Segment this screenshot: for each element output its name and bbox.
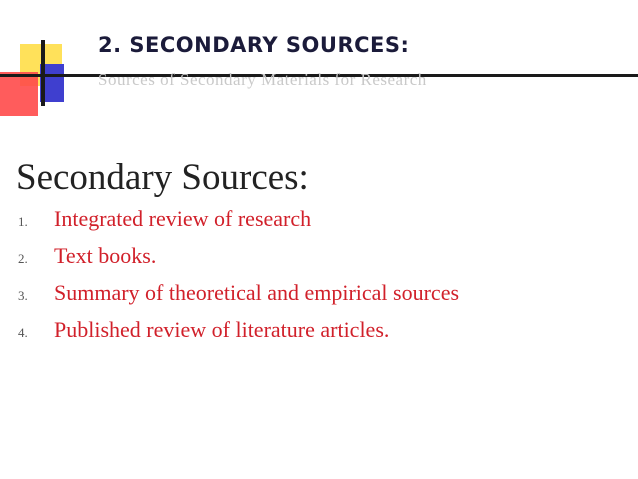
slide-title: 2. SECONDARY SOURCES: — [98, 33, 410, 57]
list-item — [18, 317, 459, 354]
list-number: 4. — [18, 325, 28, 340]
list-number: 3. — [18, 288, 28, 303]
list-item — [18, 280, 459, 317]
list-text: Published review of literature articles. — [54, 317, 390, 342]
list-text: Summary of theoretical and empirical sources — [54, 280, 460, 305]
list-number: 2. — [18, 251, 28, 266]
section-heading: Secondary Sources: — [16, 157, 309, 198]
sources-list — [18, 206, 459, 354]
list-text: Integrated review of research — [54, 206, 312, 231]
list-text: Text books. — [54, 243, 157, 268]
list-number: 1. — [18, 214, 28, 229]
list-item — [18, 206, 459, 243]
red-square-decoration — [0, 72, 38, 116]
list-item — [18, 243, 459, 280]
vertical-rule — [41, 40, 45, 106]
faded-subtitle: Sources of Secondary Materials for Research — [98, 70, 427, 89]
